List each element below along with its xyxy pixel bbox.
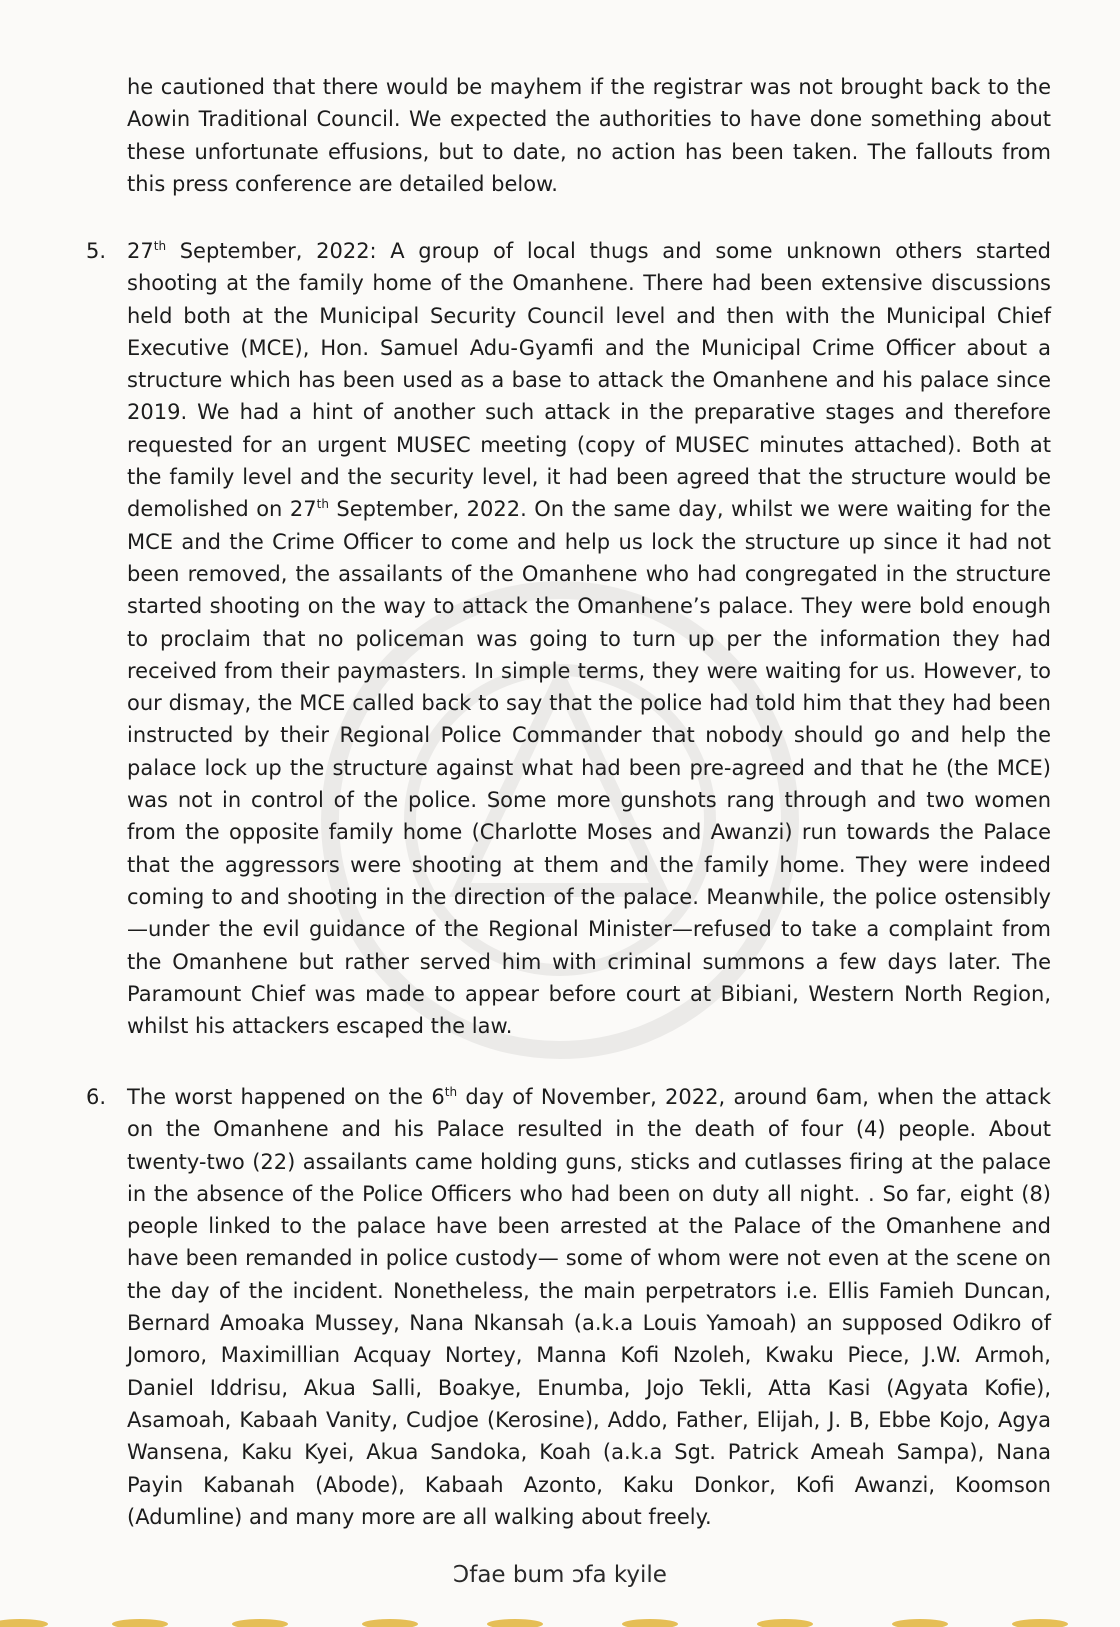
item-text-part-a: The worst happened on the <box>127 1085 432 1109</box>
date-ordinal: th <box>316 497 329 512</box>
decorative-border-icon <box>0 1612 1120 1627</box>
list-item-6 <box>127 1081 1051 1533</box>
item-text-part-b: September, 2022. On the same day, whilst we were waiting for the MCE and the Crime Officer to come and help us lock the structure up since it had not been removed, the assailants of the Omanhene who had congregated in the structure started shooting on the way to attack the Omanhene’s palace. They were bold enough to proclaim that no policeman was going to turn up per the information they had received from their paymasters. In simple terms, they were waiting for us. However, to our dismay, the MCE called back to say that the police had told him that they had been instructed by their Regional Police Commander that nobody should go and help the palace lock up the structure against what had been pre-agreed and that he (the MCE) was not in control of the police. Some more gunshots rang through and two women from the opposite family home (Charlotte Moses and Awanzi) run towards the Palace that the aggressors were shooting at them and the family home. They were indeed coming to and shooting in the direction of the palace. Meanwhile, the police ostensibly—under the evil guidance of the Regional Minister—refused to take a complaint from the Omanhene but rather served him with criminal summons a few days later. The Paramount Chief was made to appear before court at Bibiani, Western North Region, whilst his attackers escaped the law. <box>127 497 1051 1039</box>
item-number: 6. <box>86 1085 107 1109</box>
date-day: 27 <box>127 239 154 263</box>
item-text-part-a: September, 2022: A group of local thugs and some unknown others started shooting at the family home of the Omanhene. There had been extensive discussions held both at the Municipal Security Council level and then with the Municipal Chief Executive (MCE), Hon. Samuel Adu-Gyamfi and the Municipal Crime Officer about a structure which has been used as a base to attack the Omanhene and his palace since 2019. We had a hint of another such attack in the preparative stages and therefore requested for an urgent MUSEC meeting (copy of MUSEC minutes attached). Both at the family level and the security level, it had been agreed that the structure would be demolished on <box>127 239 1051 522</box>
footer-motto: Ɔfae bum ɔfa kyile <box>453 1562 667 1588</box>
item-text-part-b: day of November, 2022, around 6am, when the attack on the Omanhene and his Palace resulted in the death of four (4) people. About twenty-two (22) assailants came holding guns, sticks and cutlasses firing at the palace in the absence of the Police Officers who had been on duty all night. . So far, eight (8) people linked to the palace have been arrested at the Palace of the Omanhene and have been remanded in police custody— some of whom were not even at the scene on the day of the incident. Nonetheless, the main perpetrators i.e. Ellis Famieh Duncan, Bernard Amoaka Mussey, Nana Nkansah (a.k.a Louis Yamoah) an supposed Odikro of Jomoro, Maximillian Acquay Nortey, Manna Kofi Nzoleh, Kwaku Piece, J.W. Armoh, Daniel Iddrisu, Akua Salli, Boakye, Enumba, Jojo Tekli, Atta Kasi (Agyata Kofie), Asamoah, Kabaah Vanity, Cudjoe (Kerosine), Addo, Father, Elijah, J. B, Ebbe Kojo, Agya Wansena, Kaku Kyei, Akua Sandoka, Koah (a.k.a Sgt. Patrick Ameah Sampa), Nana Payin Kabanah (Abode), Kabaah Azonto, Kaku Donkor, Kofi Awanzi, Koomson (Adumline) and many more are all walking about freely. <box>127 1085 1051 1529</box>
date-day: 6 <box>431 1085 445 1109</box>
date-ordinal: th <box>153 239 167 253</box>
list-item-5 <box>127 235 1051 1042</box>
date-ordinal: th <box>444 1085 458 1099</box>
date-day: 27 <box>289 497 317 522</box>
item-number: 5. <box>86 239 107 263</box>
intro-paragraph: he cautioned that there would be mayhem if the registrar was not brought back to the Aowin Traditional Council. We expected the authorities to have done something about these unfortunate effusions, but to date, no action has been taken. The fallouts from this press conference are detailed below. <box>127 75 1051 196</box>
